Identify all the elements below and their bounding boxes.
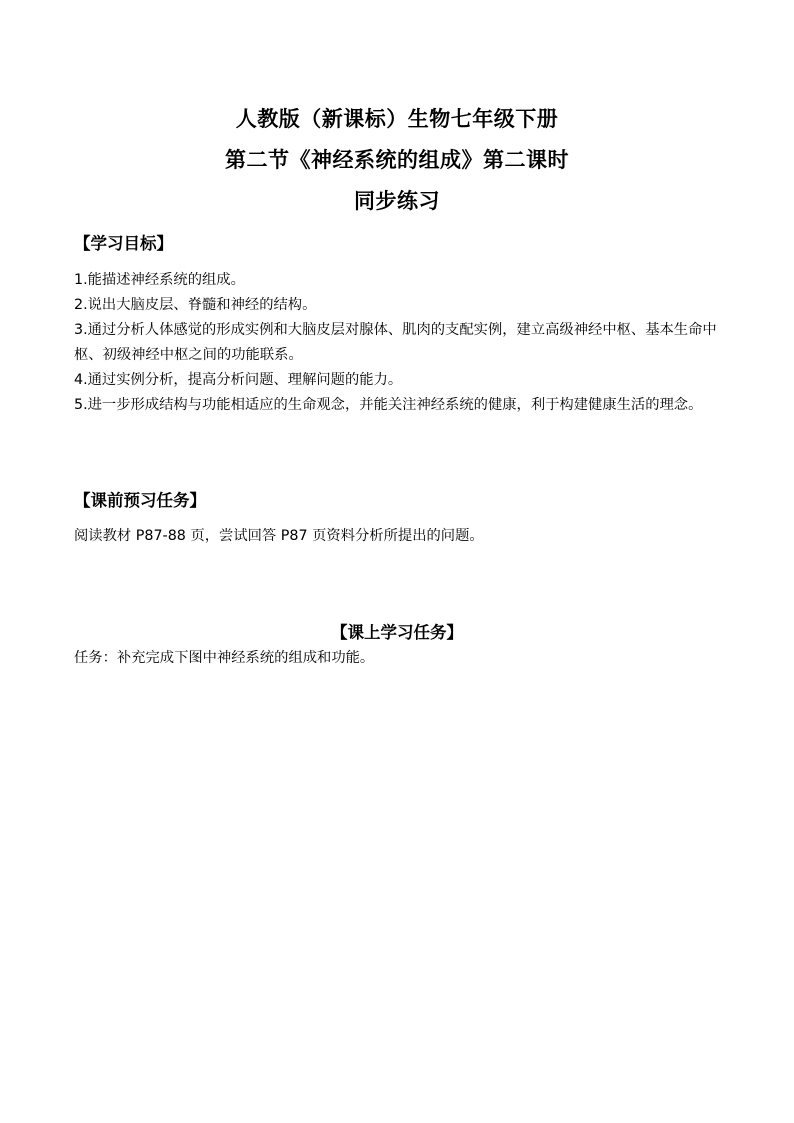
classwork-heading: 【课上学习任务】	[331, 623, 463, 642]
preview-text: 阅读教材 P87-88 页，尝试回答 P87 页资料分析所提出的问题。	[74, 528, 484, 544]
objective-item-4: 4.通过实例分析，提高分析问题、理解问题的能力。	[74, 372, 403, 388]
title-line-2: 第二节《神经系统的组成》第二课时	[225, 147, 569, 172]
objective-item-5: 5.进一步形成结构与功能相适应的生命观念，并能关注神经系统的健康，利于构建健康生活的理念。	[74, 397, 703, 413]
title-line-3: 同步练习	[354, 188, 440, 213]
objectives-list	[74, 268, 724, 418]
classwork-text: 任务：补充完成下图中神经系统的组成和功能。	[74, 650, 375, 666]
objectives-heading: 【学习目标】	[74, 234, 173, 253]
objective-item-1: 1.能描述神经系统的组成。	[74, 272, 245, 288]
objective-item-3: 3.通过分析人体感觉的形成实例和大脑皮层对腺体、肌肉的支配实例，建立高级神经中枢、基本生命中枢、初级神经中枢之间的功能联系。	[74, 322, 717, 363]
objective-item-2: 2.说出大脑皮层、脊髓和神经的结构。	[74, 297, 317, 313]
title-line-1: 人教版（新课标）生物七年级下册	[235, 106, 559, 131]
document-title	[0, 98, 794, 221]
preview-heading: 【课前预习任务】	[74, 491, 206, 510]
